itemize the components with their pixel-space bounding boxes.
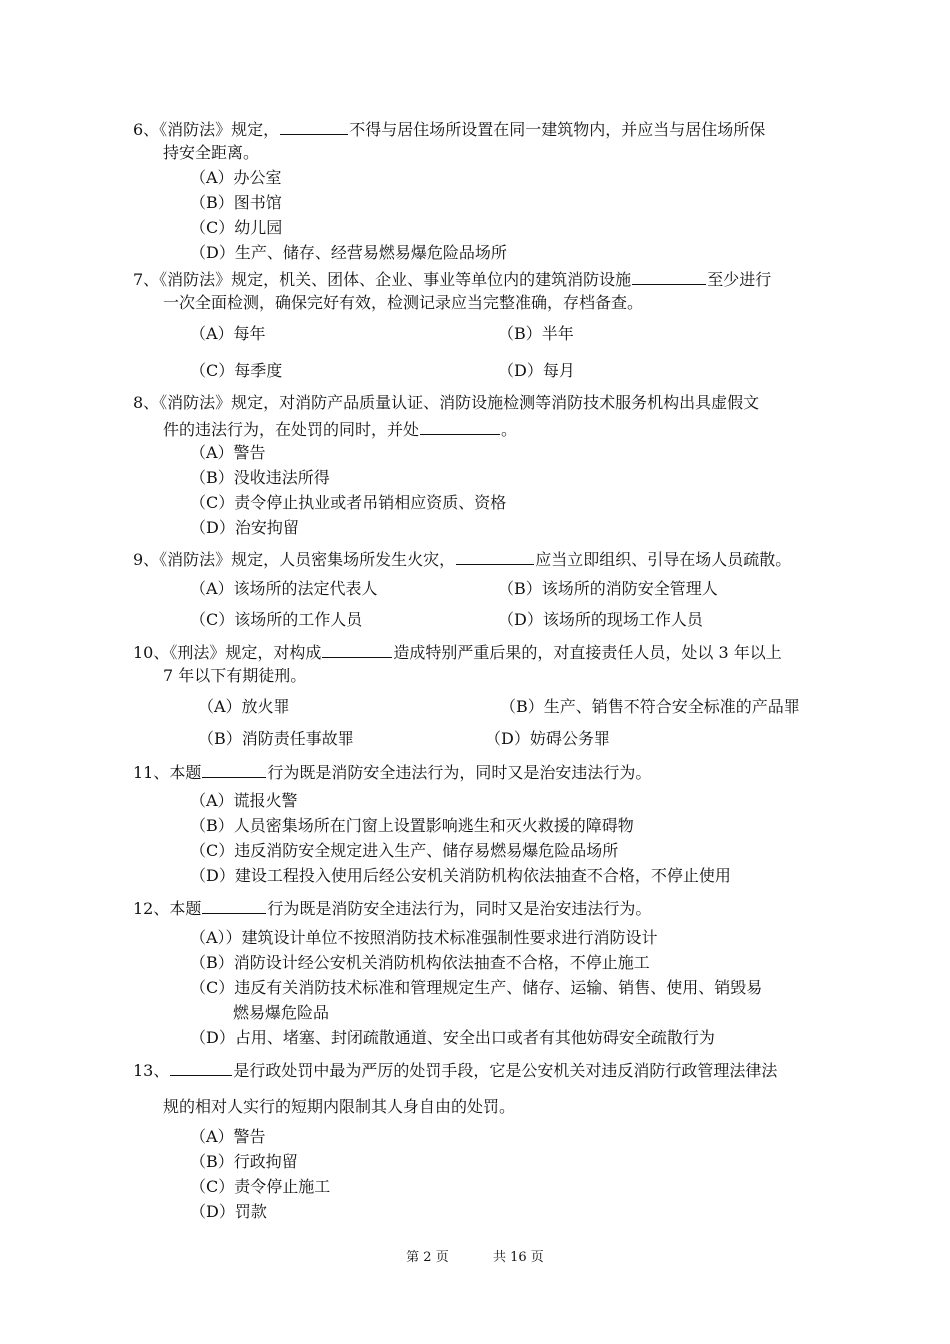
stem-text: 6、《消防法》规定，: [133, 120, 280, 139]
stem-text: 件的违法行为，在处罚的同时，并处: [163, 420, 420, 439]
option-d: （D）罚款: [190, 1202, 267, 1221]
stem-text: 行为既是消防安全违法行为，同时又是治安违法行为。: [267, 763, 652, 782]
option-c: （C）责令停止施工: [190, 1177, 331, 1196]
stem-text: 7、《消防法》规定，机关、团体、企业、事业等单位内的建筑消防设施: [133, 270, 632, 289]
answer-blank: [456, 548, 534, 565]
question-6-stem: [133, 118, 765, 140]
question-7-stem: [133, 268, 771, 290]
question-7-stem-cont: 一次全面检测，确保完好有效，检测记录应当完整准确，存档备查。: [163, 293, 644, 312]
option-c: （C）违反消防安全规定进入生产、储存易燃易爆危险品场所: [190, 841, 619, 860]
option-b: （B）该场所的消防安全管理人: [498, 579, 718, 598]
question-8-stem-cont: [163, 418, 517, 440]
stem-text: 行为既是消防安全违法行为，同时又是治安违法行为。: [267, 899, 652, 918]
option-b: （B）半年: [498, 324, 574, 343]
page-total: 共 16 页: [493, 1250, 544, 1265]
option-a: （A）放火罪: [198, 697, 290, 716]
option-c: （C）责令停止执业或者吊销相应资质、资格: [190, 493, 507, 512]
stem-text: 11、本题: [133, 763, 202, 782]
page-number: 第 2 页: [406, 1250, 449, 1265]
stem-text: 应当立即组织、引导在场人员疏散。: [535, 550, 792, 569]
question-10-stem-cont: 7 年以下有期徒刑。: [163, 666, 307, 685]
stem-text: 至少进行: [707, 270, 772, 289]
option-a: （A）办公室: [190, 168, 282, 187]
option-d: （D）建设工程投入使用后经公安机关消防机构依法抽查不合格，不停止使用: [190, 866, 731, 885]
option-c: （C）幼儿园: [190, 218, 283, 237]
answer-blank: [420, 418, 500, 435]
option-c: （C）每季度: [190, 361, 283, 380]
option-a: （A）警告: [190, 1127, 266, 1146]
stem-text: 9、《消防法》规定，人员密集场所发生火灾，: [133, 550, 456, 569]
option-c: （C）该场所的工作人员: [190, 610, 363, 629]
answer-blank: [202, 761, 266, 778]
option-b: （B）消防设计经公安机关消防机构依法抽查不合格，不停止施工: [190, 953, 650, 972]
option-d: （D）生产、储存、经营易燃易爆危险品场所: [190, 243, 507, 262]
question-13-stem-cont: 规的相对人实行的短期内限制其人身自由的处罚。: [163, 1097, 516, 1116]
answer-blank: [280, 118, 348, 135]
stem-text: 不得与居住场所设置在同一建筑物内，并应当与居住场所保: [349, 120, 766, 139]
answer-blank: [632, 268, 706, 285]
option-d: （D）每月: [498, 361, 575, 380]
question-9-stem: [133, 548, 791, 570]
option-b: （B）没收违法所得: [190, 468, 330, 487]
option-d: （D）该场所的现场工作人员: [498, 610, 703, 629]
option-c: （B）消防责任事故罪: [198, 729, 354, 748]
stem-text: 是行政处罚中最为严厉的处罚手段，它是公安机关对违反消防行政管理法律法: [233, 1061, 778, 1080]
stem-text: 造成特别严重后果的，对直接责任人员，处以 3 年以上: [393, 643, 782, 662]
question-10-stem: [133, 641, 782, 663]
answer-blank: [322, 641, 392, 658]
option-b: （B）人员密集场所在门窗上设置影响逃生和灭火救援的障碍物: [190, 816, 634, 835]
option-d: （D）占用、堵塞、封闭疏散通道、安全出口或者有其他妨碍安全疏散行为: [190, 1028, 715, 1047]
question-6-stem-cont: 持安全距离。: [163, 143, 260, 162]
option-b: （B）生产、销售不符合安全标准的产品罪: [500, 697, 800, 716]
option-a: （A））建筑设计单位不按照消防技术标准强制性要求进行消防设计: [190, 928, 658, 947]
question-11-stem: [133, 761, 651, 783]
stem-text: 13、: [133, 1061, 170, 1080]
option-d: （D）妨碍公务罪: [485, 729, 610, 748]
question-8-stem: 8、《消防法》规定，对消防产品质量认证、消防设施检测等消防技术服务机构出具虚假文: [133, 393, 760, 412]
answer-blank: [202, 897, 266, 914]
page-footer: [0, 1250, 950, 1266]
question-12-stem: [133, 897, 651, 919]
option-a: （A）每年: [190, 324, 266, 343]
option-d: （D）治安拘留: [190, 518, 299, 537]
stem-text: 10、《刑法》规定，对构成: [133, 643, 322, 662]
option-a: （A）警告: [190, 443, 266, 462]
option-a: （A）该场所的法定代表人: [190, 579, 378, 598]
option-c: （C）违反有关消防技术标准和管理规定生产、储存、运输、销售、使用、销毁易: [190, 978, 763, 997]
option-b: （B）行政拘留: [190, 1152, 298, 1171]
stem-text: 。: [501, 420, 518, 439]
question-13-stem: [133, 1059, 777, 1081]
option-a: （A）谎报火警: [190, 791, 298, 810]
option-b: （B）图书馆: [190, 193, 282, 212]
stem-text: 12、本题: [133, 899, 202, 918]
option-c-cont: 燃易爆危险品: [233, 1003, 330, 1022]
answer-blank: [170, 1059, 232, 1076]
